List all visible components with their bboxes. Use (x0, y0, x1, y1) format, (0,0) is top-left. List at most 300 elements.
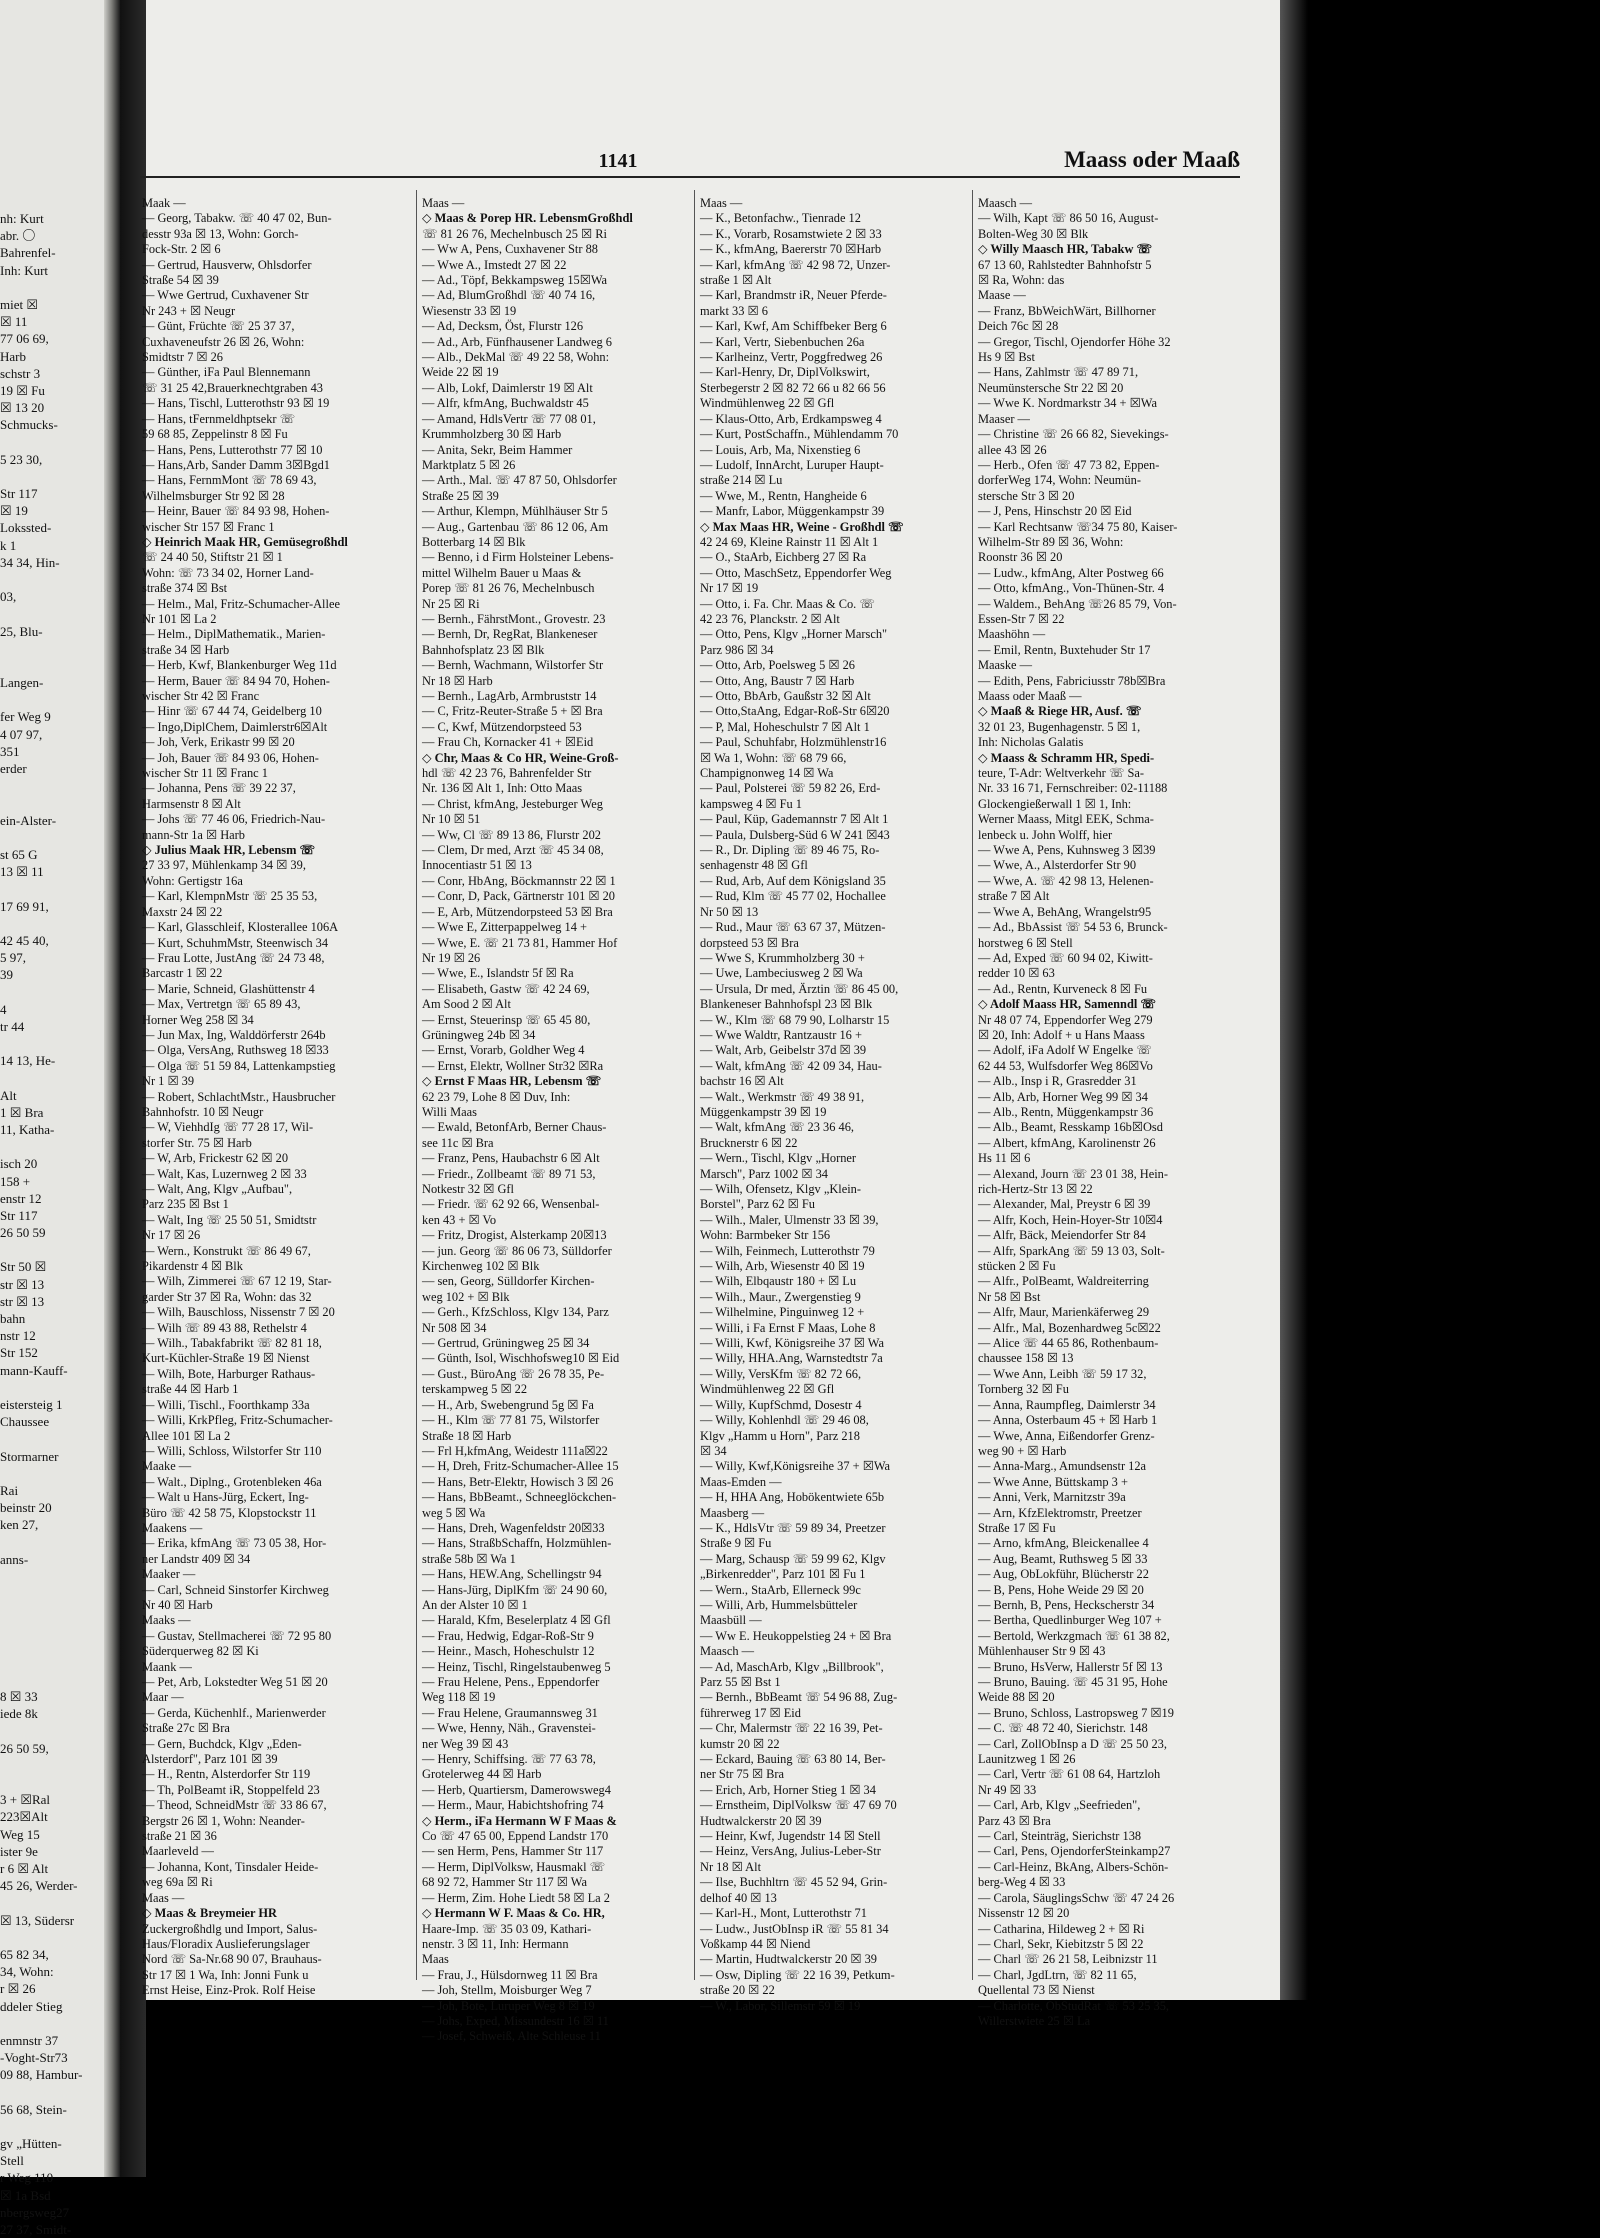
directory-entry-line: — Amand, HdlsVertr ☏ 77 08 01, (422, 411, 596, 426)
directory-entry-line: Launitzweg 1 ☒ 26 (978, 1752, 1076, 1767)
directory-entry-line: — Ad., BbAssist ☏ 54 53 6, Brunck- (978, 920, 1168, 935)
directory-entry-line: — Herb., Ofen ☏ 47 73 82, Eppen- (978, 457, 1160, 472)
directory-entry-line: — Hans, Dreh, Wagenfeldstr 20☒33 (422, 1520, 605, 1535)
directory-entry-line: — Arthur, Klempn, Mühlhäuser Str 5 (422, 504, 608, 519)
page-edge-shadow (1280, 0, 1308, 2000)
column-divider (694, 190, 695, 1980)
fragment-line (0, 777, 104, 794)
directory-entry-line: — Wilhelmine, Pinguinweg 12 + (700, 1305, 865, 1320)
fragment-line: bahn (0, 1311, 26, 1326)
directory-entry-line: — Frau, Hedwig, Edgar-Roß-Str 9 (422, 1628, 594, 1643)
directory-entry-line: — Otto, Arb, Poelsweg 5 ☒ 26 (700, 658, 855, 673)
directory-entry-line: ◇ Willy Maasch HR, Tabakw ☏ (978, 242, 1152, 257)
directory-entry-line: — Otto,StaAng, Edgar-Roß-Str 6☒20 (700, 704, 890, 719)
fragment-line: Langen- (0, 675, 44, 691)
directory-entry-line: Grotelerweg 44 ☒ Harb (422, 1767, 542, 1782)
directory-entry-line: — Johs, Exped, Missundestr 16 ☒ 11 (422, 2013, 609, 2028)
directory-entry-line: Innocentiastr 51 ☒ 13 (422, 858, 532, 873)
directory-entry-line: — Otto, Pens, Klgv „Horner Marsch" (700, 627, 888, 642)
directory-entry-line: — Herb, Kwf, Blankenburger Weg 11d (142, 658, 337, 673)
fragment-line: ☒ 19 (0, 503, 28, 519)
fragment-line (0, 1430, 104, 1447)
directory-entry-line: — K., Vorarb, Rosamstwiete 2 ☒ 33 (700, 226, 882, 241)
directory-column-4 (978, 196, 1248, 2028)
directory-entry-line: ◇ Maaß & Riege HR, Ausf. ☏ (978, 704, 1142, 719)
fragment-line: Alt (0, 1087, 17, 1103)
fragment-line (0, 1929, 104, 1946)
directory-entry-line: ☏ 24 40 50, Stiftstr 21 ☒ 1 (142, 550, 283, 565)
directory-entry-line: — Bertold, Werkzgmach ☏ 61 38 82, (978, 1628, 1170, 1643)
directory-entry-line: — Friedr., Zollbeamt ☏ 89 71 53, (422, 1166, 596, 1181)
directory-entry-line: — Marie, Schneid, Glashüttenstr 4 (142, 981, 315, 996)
directory-entry-line: ◇ Maass & Schramm HR, Spedi- (978, 750, 1155, 765)
fragment-line: tr 44 (0, 1018, 25, 1034)
directory-entry-line: Nr 18 ☒ Alt (700, 1859, 762, 1874)
fragment-line: 351 (0, 743, 20, 759)
directory-entry-line: Maas — (422, 196, 465, 210)
directory-entry-line: — Wwe, Henny, Näh., Gravenstei- (422, 1721, 596, 1736)
directory-entry-line: — B, Pens, Hohe Weide 29 ☒ 20 (978, 1582, 1144, 1597)
directory-entry-line: Weg 118 ☒ 19 (422, 1690, 496, 1705)
directory-entry-line: Maass oder Maaß — (978, 689, 1082, 703)
directory-entry-line: Maas (422, 1952, 449, 1967)
directory-entry-line: Wiesenstr 33 ☒ 19 (422, 303, 517, 318)
fragment-line: 223☒Alt (0, 1809, 48, 1825)
directory-entry-line: — Ernst, Vorarb, Goldher Weg 4 (422, 1043, 585, 1058)
directory-entry-line: Neumünstersche Str 22 ☒ 20 (978, 380, 1124, 395)
directory-entry-line: Süderquerweg 82 ☒ Ki (142, 1644, 259, 1659)
fragment-line (0, 1138, 104, 1155)
directory-entry-line: — sen Herm, Pens, Hammer Str 117 (422, 1844, 604, 1859)
directory-entry-line: Nissenstr 12 ☒ 20 (978, 1906, 1070, 1921)
directory-entry-line: — C. ☏ 48 72 40, Sierichstr. 148 (978, 1721, 1148, 1736)
directory-entry-line: Str 17 ☒ 1 Wa, Inh: Jonni Funk u (142, 1967, 309, 1982)
directory-entry-line: — Helm., Mal, Fritz-Schumacher-Allee (142, 596, 340, 611)
directory-entry-line: mann-Str 1a ☒ Harb (142, 827, 245, 842)
fragment-line (0, 1585, 104, 1602)
directory-entry-line: rich-Hertz-Str 13 ☒ 22 (978, 1182, 1093, 1196)
directory-entry-line: ◇ Ernst F Maas HR, Lebensm ☏ (422, 1074, 602, 1089)
directory-entry-line: ◇ Maas & Breymeier HR (142, 1906, 278, 1921)
directory-entry-line: — Walt, Ang, Klgv „Aufbau", (142, 1182, 293, 1196)
fragment-line (0, 1671, 104, 1688)
fragment-line: 11, Katha- (0, 1121, 55, 1137)
directory-entry-line: — Jun Max, Ing, Walddörferstr 264b (142, 1027, 326, 1042)
header-rule (140, 176, 1240, 178)
fragment-line: mann-Kauff- (0, 1362, 68, 1378)
directory-entry-line: — Ernst, Elektr, Wollner Str32 ☒Ra (422, 1058, 604, 1073)
directory-entry-line: Maaske — (978, 658, 1033, 673)
fragment-line: 42 45 40, (0, 932, 49, 948)
directory-entry-line: Fock-Str. 2 ☒ 6 (142, 242, 221, 257)
directory-entry-line: — Gertrud, Grüningweg 25 ☒ 34 (422, 1336, 590, 1351)
directory-entry-line: Hudtwalckerstr 20 ☒ 39 (700, 1813, 822, 1828)
directory-entry-line: — Wern., StaArb, Ellerneck 99c (700, 1582, 861, 1597)
directory-entry-line: Nr 101 ☒ La 2 (142, 611, 217, 626)
fragment-line (0, 2015, 104, 2032)
directory-entry-line: weg 90 + ☒ Harb (978, 1443, 1067, 1458)
directory-entry-line: — Johanna, Kont, Tinsdaler Heide- (142, 1859, 319, 1874)
directory-entry-line: straße 44 ☒ Harb 1 (142, 1382, 239, 1397)
directory-entry-line: — Karl, Brandmstr iR, Neuer Pferde- (700, 288, 887, 303)
directory-entry-line: — Willi, i Fa Ernst F Maas, Lohe 8 (700, 1320, 876, 1335)
fragment-line: nstr 12 (0, 1328, 36, 1344)
directory-entry-line: Büro ☏ 42 58 75, Klopstockstr 11 (142, 1505, 317, 1520)
fragment-line: iede 8k (0, 1706, 38, 1722)
directory-entry-line: — Bertha, Quedlinburger Weg 107 + (978, 1613, 1162, 1628)
directory-entry-line: — sen, Georg, Sülldorfer Kirchen- (422, 1274, 595, 1289)
directory-entry-line: — Otto, MaschSetz, Eppendorfer Weg (700, 565, 892, 580)
fragment-line (0, 468, 104, 485)
directory-entry-line: Roonstr 36 ☒ 20 (978, 550, 1063, 565)
directory-entry-line: — Ilse, Buchhltrn ☏ 45 52 94, Grin- (700, 1875, 888, 1890)
fragment-line: ☒ 13, Südersr (0, 1912, 75, 1928)
directory-entry-line: Straße 27c ☒ Bra (142, 1721, 230, 1736)
directory-entry-line: kampsweg 4 ☒ Fu 1 (700, 796, 802, 811)
directory-entry-line: Nr 48 07 74, Eppendorfer Weg 279 (978, 1012, 1153, 1027)
directory-entry-line: — Emil, Rentn, Buxtehuder Str 17 (978, 642, 1151, 657)
directory-entry-line: Maas — (142, 1890, 185, 1905)
fragment-line: Bahrenfel- (0, 245, 56, 261)
directory-entry-line: Tornberg 32 ☒ Fu (978, 1382, 1069, 1397)
directory-entry-line: — Walt, kfmAng ☏ 42 09 34, Hau- (700, 1058, 882, 1073)
directory-entry-line: — K., HdlsVtr ☏ 59 89 34, Preetzer (700, 1520, 886, 1535)
directory-entry-line: Krummholzberg 30 ☒ Harb (422, 427, 562, 442)
directory-entry-line: — Johs ☏ 77 46 06, Friedrich-Nau- (142, 812, 326, 827)
directory-entry-line: — Friedr. ☏ 62 92 66, Wensenbal- (422, 1197, 600, 1212)
directory-entry-line: — Wwe A., Imstedt 27 ☒ 22 (422, 257, 567, 272)
directory-entry-line: — Catharina, Hildeweg 2 + ☒ Ri (978, 1921, 1145, 1936)
fragment-line: ken 27, (0, 1517, 39, 1533)
fragment-line (0, 1894, 104, 1911)
directory-entry-line: — Willi, Schloss, Wilstorfer Str 110 (142, 1443, 322, 1458)
directory-entry-line: Parz 55 ☒ Bst 1 (700, 1675, 781, 1689)
fragment-line: str ☒ 13 (0, 1276, 45, 1292)
directory-entry-line: kumstr 20 ☒ 22 (700, 1736, 780, 1751)
directory-entry-line: — Harald, Kfm, Beselerplatz 4 ☒ Gfl (422, 1613, 611, 1628)
fragment-line: eistersteig 1 (0, 1396, 63, 1412)
directory-entry-line: — Arth., Mal. ☏ 47 87 50, Ohlsdorfer (422, 473, 617, 488)
directory-entry-line: 27 33 97, Mühlenkamp 34 ☒ 39, (142, 858, 306, 873)
directory-entry-line: Notkestr 32 ☒ Gfl (422, 1182, 514, 1196)
directory-entry-line: Grüningweg 24b ☒ 34 (422, 1027, 536, 1042)
directory-entry-line: — Kurt, SchuhmMstr, Steenwisch 34 (142, 935, 329, 950)
directory-entry-line: chaussee 158 ☒ 13 (978, 1351, 1074, 1366)
directory-entry-line: — Adolf, iFa Adolf W Engelke ☏ (978, 1043, 1152, 1058)
directory-entry-line: — Herm., Maur, Habichtshofring 74 (422, 1798, 604, 1813)
directory-entry-line: Müggenkampstr 39 ☒ 19 (700, 1104, 827, 1119)
directory-entry-line: — Paul, Polsterei ☏ 59 82 26, Erd- (700, 781, 881, 796)
directory-entry-line: Horner Weg 258 ☒ 34 (142, 1012, 254, 1027)
directory-entry-line: — Alfr, SparkAng ☏ 59 13 03, Solt- (978, 1243, 1165, 1258)
directory-entry-line: bachstr 16 ☒ Alt (700, 1074, 784, 1089)
directory-entry-line: ken 43 + ☒ Vo (422, 1212, 497, 1227)
directory-entry-line: — Willy, HHA.Ang, Warnstedtstr 7a (700, 1351, 883, 1366)
directory-entry-line: — Elisabeth, Gastw ☏ 42 24 69, (422, 981, 590, 996)
directory-entry-line: ☒ 34 (700, 1443, 727, 1458)
directory-entry-line: wischer Str 11 ☒ Franc 1 (142, 766, 268, 781)
directory-entry-line: — Herm, Zim. Hohe Liedt 58 ☒ La 2 (422, 1890, 610, 1905)
directory-entry-line: ☏ 81 26 76, Mechelnbusch 25 ☒ Ri (422, 226, 607, 241)
directory-entry-line: — Otto, Ang, Baustr 7 ☒ Harb (700, 673, 855, 688)
fragment-line (0, 1602, 104, 1619)
directory-entry-line: — Bernh, B, Pens, Heckscherstr 34 (978, 1597, 1155, 1612)
directory-entry-line: straße 58b ☒ Wa 1 (422, 1551, 516, 1566)
fragment-line (0, 1723, 104, 1740)
directory-entry-line: straße 374 ☒ Bst (142, 581, 228, 596)
directory-entry-line: — Ursula, Dr med, Ärztin ☏ 86 45 00, (700, 981, 899, 996)
directory-entry-line: — Ad, BlumGroßhdl ☏ 40 74 16, (422, 288, 596, 303)
directory-entry-line: — Hans, HEW.Ang, Schellingstr 94 (422, 1567, 602, 1582)
fragment-line: 26 50 59 (0, 1225, 46, 1241)
directory-entry-line: Maank — (142, 1659, 192, 1674)
fragment-line: ☒ 11 (0, 314, 28, 330)
directory-entry-line: Blankeneser Bahnhofspl 23 ☒ Blk (700, 997, 873, 1012)
directory-entry-line: — Wwe Ann, Leibh ☏ 59 17 32, (978, 1366, 1147, 1381)
running-title: Maass oder Maaß (1064, 147, 1240, 172)
directory-entry-line: — Conr, D, Pack, Gärtnerstr 101 ☒ 20 (422, 889, 615, 904)
directory-entry-line: Nr 25 ☒ Ri (422, 596, 480, 611)
directory-entry-line: — Wilh ☏ 89 43 88, Rethelstr 4 (142, 1320, 307, 1335)
directory-entry-line: — Wwe, A., Alsterdorfer Str 90 (978, 858, 1137, 873)
directory-entry-line: — Karl-H., Mont, Lutterothstr 71 (700, 1906, 867, 1921)
directory-entry-line: Maar — (142, 1690, 184, 1705)
directory-entry-line: ◇ Maas & Porep HR. LebensmGroßhdl (422, 211, 633, 226)
directory-entry-line: — Heinz, VersAng, Julius-Leber-Str (700, 1844, 881, 1859)
directory-entry-line: Smidtstr 7 ☒ 26 (142, 350, 223, 365)
directory-column-2 (422, 196, 692, 2044)
directory-entry-line: Maakens — (142, 1520, 203, 1535)
directory-entry-line: — Anita, Sekr, Beim Hammer (422, 442, 573, 457)
directory-entry-line: Mühlenhauser Str 9 ☒ 43 (978, 1644, 1106, 1659)
directory-entry-line: Nr 19 ☒ 26 (422, 950, 481, 965)
directory-entry-line: — Hans, StraßbSchaffn, Holzmühlen- (422, 1536, 612, 1551)
fragment-line: 39 (0, 967, 13, 983)
directory-entry-line: — Wwe, E. ☏ 21 73 81, Hammer Hof (422, 935, 618, 950)
fragment-line: Inh: Kurt (0, 262, 49, 278)
directory-entry-line: — E, Arb, Mützendorpsteed 53 ☒ Bra (422, 904, 613, 919)
directory-entry-line: — Wwe, M., Rentn, Hangheide 6 (700, 488, 867, 503)
directory-entry-line: — Walt, Ing ☏ 25 50 51, Smidtstr (142, 1212, 317, 1227)
directory-entry-line: — Paul, Schuhfabr, Holzmühlenstr16 (700, 735, 887, 750)
directory-entry-line: — Alb., Insp i R, Grasredder 31 (978, 1074, 1137, 1089)
directory-entry-line: — Gust., BüroAng ☏ 26 78 35, Pe- (422, 1366, 605, 1381)
directory-entry-line: Maasch — (700, 1644, 755, 1659)
fragment-line (0, 2083, 104, 2100)
directory-entry-line: — Alb., DekMal ☏ 49 22 58, Wohn: (422, 350, 610, 365)
directory-entry-line: — Theod, SchneidMstr ☏ 33 86 67, (142, 1798, 327, 1813)
fragment-line: miet ☒ (0, 296, 39, 312)
directory-entry-line: 62 44 53, Wulfsdorfer Weg 86☒Vo (978, 1058, 1153, 1073)
directory-entry-line: — Willy, VersKfm ☏ 82 72 66, (700, 1366, 862, 1381)
fragment-line: 34 34, Hin- (0, 554, 60, 570)
fragment-line (0, 1379, 104, 1396)
directory-entry-line: — Anna, Osterbaum 45 + ☒ Harb 1 (978, 1413, 1158, 1428)
fragment-line: 17 69 91, (0, 898, 49, 914)
directory-entry-line: — Frl H,kfmAng, Weidestr 111a☒22 (422, 1443, 608, 1458)
directory-entry-line: — Willy, KupfSchmd, Dosestr 4 (700, 1397, 862, 1412)
directory-entry-line: — Th, PolBeamt iR, Stoppelfeld 23 (142, 1782, 320, 1797)
directory-entry-line: — Karl, KlempnMstr ☏ 25 35 53, (142, 889, 318, 904)
directory-entry-line: garder Str 37 ☒ Ra, Wohn: das 32 (142, 1289, 312, 1304)
directory-entry-line: — Wern., Tischl, Klgv „Horner (700, 1151, 857, 1166)
fragment-line: 5 97, (0, 950, 26, 966)
directory-entry-line: Maas-Emden — (700, 1474, 782, 1489)
directory-entry-line: Sterbegerstr 2 ☒ 82 72 66 u 82 66 56 (700, 380, 886, 395)
fragment-line (0, 880, 104, 897)
directory-entry-line: — Hans, Zahlmstr ☏ 47 89 71, (978, 365, 1139, 380)
directory-entry-line: — Wwe, E., Islandstr 5f ☒ Ra (422, 966, 574, 981)
fragment-line: ein-Alster- (0, 812, 57, 828)
fragment-line: 03, (0, 589, 17, 605)
directory-entry-line: Nr 50 ☒ 13 (700, 904, 759, 919)
fragment-line (0, 1774, 104, 1791)
directory-entry-line: — Olga ☏ 51 59 84, Lattenkampstieg (142, 1058, 336, 1073)
directory-entry-line: — Ad, Decksm, Öst, Flurstr 126 (422, 319, 584, 334)
directory-entry-line: — H., Rentn, Alsterdorfer Str 119 (142, 1767, 311, 1782)
directory-entry-line: — Ww A, Pens, Cuxhavener Str 88 (422, 242, 598, 257)
fragment-line: 13 ☒ 11 (0, 864, 44, 880)
directory-entry-line: Klgv „Hamm u Horn", Parz 218 (700, 1428, 860, 1443)
directory-entry-line: — W, ViehhdIg ☏ 77 28 17, Wil- (142, 1120, 314, 1135)
directory-entry-line: — Bruno, Bauing. ☏ 45 31 95, Hohe (978, 1675, 1168, 1689)
fragment-line: 65 82 34, (0, 1946, 49, 1962)
directory-entry-line: — Anna-Marg., Amundsenstr 12a (978, 1459, 1147, 1474)
directory-entry-line: — Wwe A, Pens, Kuhnsweg 3 ☒39 (978, 843, 1156, 858)
fragment-line: 45 26, Werder- (0, 1878, 78, 1894)
fragment-line: 09 88, Hambur- (0, 2067, 83, 2083)
directory-entry-line: Pikardenstr 4 ☒ Blk (142, 1259, 243, 1274)
directory-entry-line: Marsch", Parz 1002 ☒ 34 (700, 1166, 829, 1181)
fragment-line (0, 829, 104, 846)
directory-entry-line: — Ad., Rentn, Kurveneck 8 ☒ Fu (978, 981, 1148, 996)
directory-entry-line: — Willy, Kwf,Königsreihe 37 + ☒Wa (700, 1459, 891, 1474)
directory-entry-line: redder 10 ☒ 63 (978, 966, 1055, 981)
directory-entry-line: — Charl, JgdLtrn, ☏ 82 11 65, (978, 1967, 1137, 1982)
directory-entry-line: — Walt, Arb, Geibelstr 37d ☒ 39 (700, 1043, 867, 1058)
directory-entry-line: führerweg 17 ☒ Eid (700, 1705, 801, 1720)
directory-entry-line: Brucknerstr 6 ☒ 22 (700, 1135, 798, 1150)
directory-entry-line: ◇ Julius Maak HR, Lebensm ☏ (142, 843, 316, 858)
directory-entry-line: — Wwe Anne, Büttskamp 3 + (978, 1474, 1128, 1489)
directory-entry-line: Maxstr 24 ☒ 22 (142, 904, 223, 919)
directory-entry-line: — Erich, Arb, Horner Stieg 1 ☒ 34 (700, 1782, 876, 1797)
fragment-line: Str 117 (0, 1207, 38, 1223)
directory-entry-line: Essen-Str 7 ☒ 22 (978, 611, 1065, 626)
directory-entry-line: — Ww E. Heukoppelstieg 24 + ☒ Bra (700, 1628, 892, 1643)
fragment-line (0, 1568, 104, 1585)
fragment-line: ister 9e (0, 1843, 38, 1859)
directory-entry-line: — Eckard, Bauing ☏ 63 80 14, Ber- (700, 1752, 886, 1767)
directory-entry-line: — Wilh, Bote, Harburger Rathaus- (142, 1366, 316, 1381)
directory-entry-line: — Alfr., PolBeamt, Waldreiterring (978, 1274, 1149, 1289)
fragment-line: nh: Kurt (0, 211, 44, 226)
directory-entry-line: — Otto, kfmAng., Von-Thünen-Str. 4 (978, 581, 1165, 596)
fragment-line: fer Weg 9 (0, 709, 51, 725)
directory-entry-line: Deich 76c ☒ 28 (978, 319, 1059, 334)
directory-entry-line: — Heinz, Tischl, Ringelstaubenweg 5 (422, 1659, 611, 1674)
fragment-line: 158 + (0, 1173, 31, 1189)
fragment-line (0, 1465, 104, 1482)
fragment-line: ddeler Stieg (0, 1998, 63, 2014)
directory-entry-line: — Ingo,DiplChem, Daimlerstr6☒Alt (142, 719, 328, 734)
fragment-line: str ☒ 13 (0, 1293, 45, 1309)
directory-entry-line: — Alice ☏ 44 65 86, Rothenbaum- (978, 1336, 1159, 1351)
directory-entry-line: teure, T-Adr: Weltverkehr ☏ Sa- (978, 766, 1145, 781)
directory-entry-line: hdl ☏ 42 23 76, Bahrenfelder Str (422, 766, 592, 781)
directory-entry-line: — Benno, i d Firm Holsteiner Lebens- (422, 550, 614, 565)
directory-entry-line: ◇ Heinrich Maak HR, Gemüsegroßhdl (142, 534, 348, 549)
directory-entry-line: — Joh, Verk, Erikastr 99 ☒ 20 (142, 735, 295, 750)
directory-entry-line: Quellental 73 ☒ Nienst (978, 1983, 1095, 1998)
directory-entry-line: weg 69a ☒ Ri (142, 1875, 213, 1890)
fragment-line (0, 1241, 104, 1258)
directory-entry-line: — Ad, MaschArb, Klgv „Billbrook", (700, 1659, 884, 1674)
directory-entry-line: — Walt., Diplng., Grotenbleken 46a (142, 1474, 322, 1489)
directory-entry-line: Straße 9 ☒ Fu (700, 1536, 772, 1551)
directory-entry-line: — Louis, Arb, Ma, Nixenstieg 6 (700, 442, 861, 457)
directory-entry-line: Maasch — (978, 196, 1033, 210)
directory-entry-line: Cuxhaveneufstr 26 ☒ 26, Wohn: (142, 334, 305, 349)
directory-entry-line: Bolten-Weg 30 ☒ Blk (978, 226, 1089, 241)
directory-entry-line: — Manfr, Labor, Müggenkampstr 39 (700, 504, 885, 519)
directory-entry-line: — Ludw., JustObInsp iR ☏ 55 81 34 (700, 1921, 889, 1936)
fragment-line: Stormarner (0, 1448, 59, 1464)
fragment-line (0, 279, 104, 296)
directory-entry-line: — Karl, kfmAng ☏ 42 98 72, Unzer- (700, 257, 891, 272)
fragment-line: Chaussee (0, 1414, 50, 1430)
directory-entry-line: — Alb, Lokf, Daimlerstr 19 ☒ Alt (422, 380, 593, 395)
directory-entry-line: — Carl, Vertr ☏ 61 08 64, Hartzloh (978, 1767, 1161, 1782)
directory-entry-line: — Heinr, Kwf, Jugendstr 14 ☒ Stell (700, 1829, 881, 1844)
fragment-line (0, 2118, 104, 2135)
directory-entry-line: Harmsenstr 8 ☒ Alt (142, 796, 241, 811)
directory-entry-line: — Gustav, Stellmacherei ☏ 72 95 80 (142, 1628, 332, 1643)
directory-entry-line: Bahnhofstr. 10 ☒ Neugr (142, 1104, 264, 1119)
directory-entry-line: ◇ Herm., iFa Hermann W F Maas & (422, 1813, 617, 1828)
directory-entry-line: — W, Arb, Frickestr 62 ☒ 20 (142, 1151, 289, 1166)
directory-entry-line: — Alfr, kfmAng, Buchwaldstr 45 (422, 396, 589, 411)
directory-entry-line: — Hinr ☏ 67 44 74, Geidelberg 10 (142, 704, 322, 719)
directory-entry-line: 42 24 69, Kleine Rainstr 11 ☒ Alt 1 (700, 534, 879, 549)
fragment-line (0, 1069, 104, 1086)
directory-entry-line: horstweg 6 ☒ Stell (978, 935, 1073, 950)
directory-entry-line: Bahnhofsplatz 23 ☒ Blk (422, 642, 545, 657)
directory-entry-line: Zuckergroßhdlg und Import, Salus- (142, 1921, 318, 1936)
directory-entry-line: — Hans-Jürg, DiplKfm ☏ 24 90 60, (422, 1582, 608, 1597)
directory-entry-line: — Willi, Tischl., Foorthkamp 33a (142, 1397, 310, 1412)
directory-entry-line: wischer Str 42 ☒ Franc (142, 689, 260, 703)
directory-entry-line: Straße 18 ☒ Harb (422, 1428, 512, 1443)
fragment-line: 5 23 30, (0, 451, 43, 467)
directory-entry-line: — Karl, Vertr, Siebenbuchen 26a (700, 334, 865, 349)
directory-entry-line: 67 13 60, Rahlstedter Bahnhofstr 5 (978, 257, 1152, 272)
directory-entry-line: Nr 10 ☒ 51 (422, 812, 481, 827)
directory-entry-line: — Walt, kfmAng ☏ 23 36 46, (700, 1120, 854, 1135)
directory-entry-line: — Wwe Waldtr, Rantzaustr 16 + (700, 1027, 862, 1042)
fragment-line: Weg 15 (0, 1826, 40, 1842)
directory-entry-line: — W., Labor, Sillemstr 59 ☒ 19 (700, 1998, 861, 2013)
fragment-line (0, 1619, 104, 1636)
directory-entry-line: straße 1 ☒ Alt (700, 273, 772, 288)
fragment-line (0, 915, 104, 932)
directory-entry-line: — Albert, kfmAng, Karolinenstr 26 (978, 1135, 1156, 1150)
directory-entry-line: — Christine ☏ 26 66 82, Sievekings- (978, 427, 1169, 442)
fragment-line: Str 152 (0, 1345, 38, 1361)
directory-entry-line: — Herm, Bauer ☏ 84 94 70, Hohen- (142, 673, 330, 688)
fragment-line: 1 ☒ Bra (0, 1104, 44, 1120)
directory-entry-line: — Waldem., BehAng ☏26 85 79, Von- (978, 596, 1177, 611)
